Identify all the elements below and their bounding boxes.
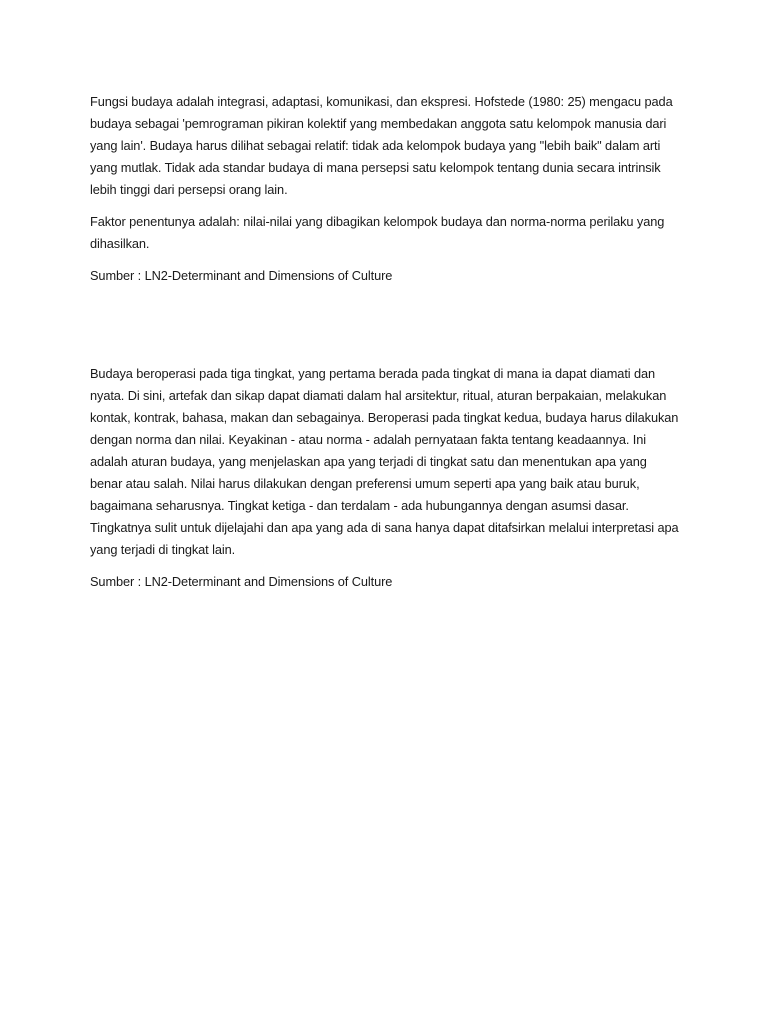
paragraph-determinant-factors: Faktor penentunya adalah: nilai-nilai yang dibagikan kelompok budaya dan norma-norma perilaku yang dihasilkan. xyxy=(90,214,665,251)
section-culture-levels xyxy=(90,363,682,593)
section-culture-functions xyxy=(90,91,682,287)
paragraph-culture-functions: Fungsi budaya adalah integrasi, adaptasi, komunikasi, dan ekspresi. Hofstede (1980: 25) mengacu pada budaya sebagai 'pemrograman pikiran kolektif yang membedakan anggota satu kelompok manusia dari yang lain'. Budaya harus dilihat sebagai relatif: tidak ada kelompok budaya yang "lebih baik" dalam arti yang mutlak. Tidak ada standar budaya di mana persepsi satu kelompok tentang dunia secara intrinsik lebih tinggi dari persepsi orang lain. xyxy=(90,94,673,197)
source-citation: Sumber : LN2-Determinant and Dimensions of Culture xyxy=(90,574,393,589)
paragraph-culture-levels: Budaya beroperasi pada tiga tingkat, yang pertama berada pada tingkat di mana ia dapat diamati dan nyata. Di sini, artefak dan sikap dapat diamati dalam hal arsitektur, ritual, aturan berpakaian, melakukan kontak, kontrak, bahasa, makan dan sebagainya. Beroperasi pada tingkat kedua, budaya harus dilakukan dengan norma dan nilai. Keyakinan - atau norma - adalah pernyataan fakta tentang keadaannya. Ini adalah aturan budaya, yang menjelaskan apa yang terjadi di tingkat satu dan menentukan apa yang benar atau salah. Nilai harus dilakukan dengan preferensi umum seperti apa yang baik atau buruk, bagaimana seharusnya. Tingkat ketiga - dan terdalam - ada hubungannya dengan asumsi dasar. Tingkatnya sulit untuk dijelajahi dan apa yang ada di sana hanya dapat ditafsirkan melalui interpretasi apa yang terjadi di tingkat lain. xyxy=(90,366,679,557)
source-citation: Sumber : LN2-Determinant and Dimensions of Culture xyxy=(90,268,393,283)
